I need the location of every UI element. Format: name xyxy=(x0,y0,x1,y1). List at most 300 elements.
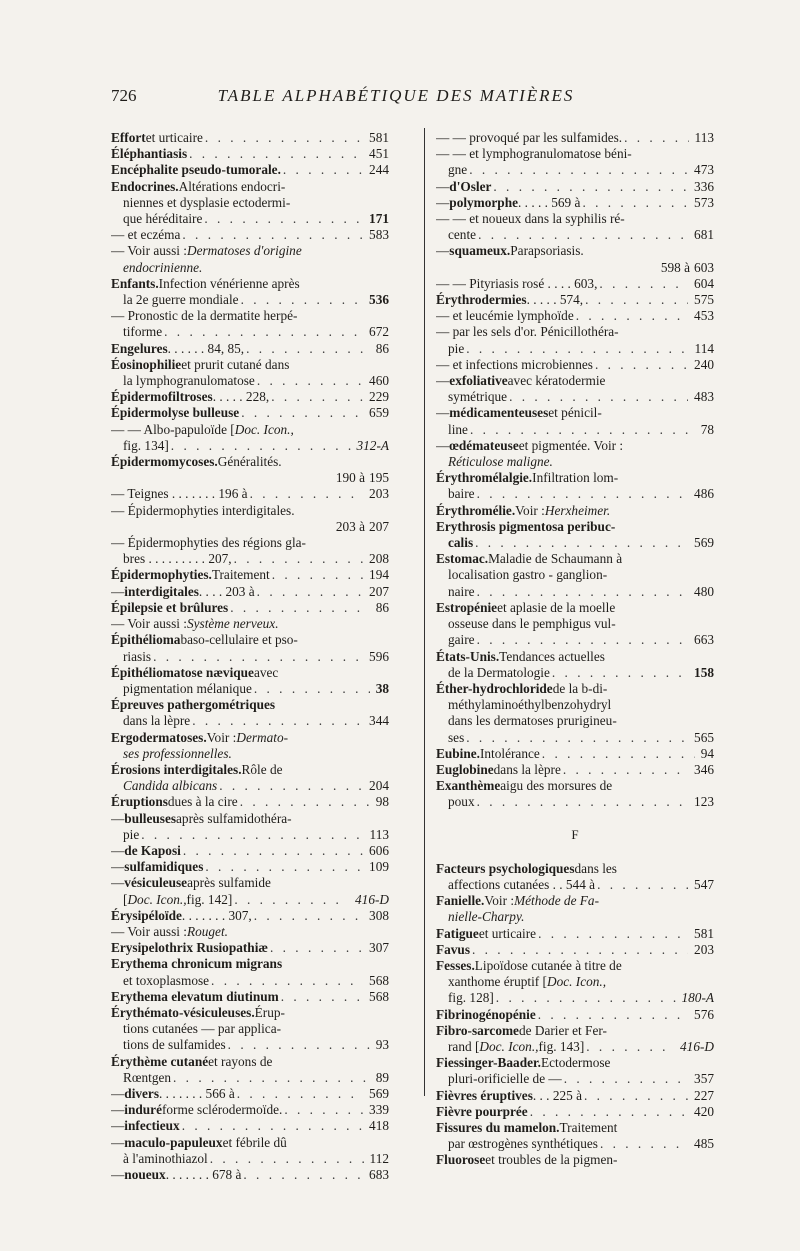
entry-text: — et eczéma xyxy=(111,227,181,243)
page-reference: 683 xyxy=(369,1167,389,1182)
page-reference: 109 xyxy=(369,859,389,875)
page-reference: 416-D xyxy=(355,891,389,907)
entry-line xyxy=(436,162,714,178)
page-reference: 480 xyxy=(694,583,714,599)
entry-text: de la b-di- xyxy=(552,680,608,696)
page-reference: 581 xyxy=(694,925,714,941)
index-entry xyxy=(111,162,389,178)
entry-text: Parapsoriasis. xyxy=(510,243,584,259)
entry-line xyxy=(436,567,714,583)
entry-line xyxy=(436,926,714,942)
index-entry xyxy=(436,470,714,502)
page-reference: 357 xyxy=(694,1071,714,1087)
index-entry xyxy=(111,243,389,275)
entry-term: interdigitales xyxy=(124,583,199,599)
entry-text: — et leucémie lymphoïde xyxy=(436,308,574,324)
entry-text: — xyxy=(436,194,450,210)
dot-leader xyxy=(272,567,363,583)
entry-line xyxy=(111,503,389,519)
entry-text: naire xyxy=(448,583,475,599)
entry-text: Lipoïdose cutanée à titre de xyxy=(474,957,622,973)
entry-italic-text: Méthode de Fa- xyxy=(514,893,599,909)
dot-leader xyxy=(246,341,370,357)
index-column-left xyxy=(111,130,389,1183)
index-entry xyxy=(436,600,714,649)
index-column-right xyxy=(436,130,714,1169)
entry-line xyxy=(111,470,389,486)
entry-line xyxy=(111,130,389,146)
dot-leader xyxy=(281,989,363,1005)
entry-text: [ xyxy=(123,891,128,907)
index-entry xyxy=(111,1102,389,1118)
index-entry xyxy=(111,1135,389,1167)
entry-text: Voir : xyxy=(515,502,545,518)
dot-leader xyxy=(466,341,688,357)
entry-line xyxy=(111,843,389,859)
entry-italic-text: ses professionnelles. xyxy=(123,745,232,761)
dot-leader xyxy=(283,162,363,178)
entry-text: Érup- xyxy=(254,1004,285,1020)
dot-leader xyxy=(584,1088,688,1104)
index-entry xyxy=(436,926,714,942)
entry-term: vésiculeuse xyxy=(124,875,188,891)
entry-text: affections cutanées . . 544 à xyxy=(448,876,596,892)
entry-term: Érythrodermies xyxy=(436,292,527,308)
entry-text: — xyxy=(111,1102,125,1118)
entry-line xyxy=(436,649,714,665)
page-header xyxy=(111,86,681,108)
entry-line xyxy=(111,940,389,956)
index-entry xyxy=(436,1007,714,1023)
entry-line xyxy=(111,179,389,195)
entry-line xyxy=(111,1037,389,1053)
dot-leader xyxy=(477,584,688,600)
entry-term: Épithéliomatose nævique xyxy=(111,664,254,680)
entry-term: Érysipéloïde xyxy=(111,907,182,923)
page-reference: 171 xyxy=(369,211,389,227)
entry-line xyxy=(111,584,389,600)
entry-text: . . . . . . . 307, xyxy=(181,907,252,923)
page-reference: 575 xyxy=(694,292,714,308)
entry-line xyxy=(436,1104,714,1120)
entry-line xyxy=(111,956,389,972)
entry-line xyxy=(111,600,389,616)
entry-text: fig. 143] xyxy=(538,1038,585,1054)
entry-line xyxy=(436,697,714,713)
entry-italic-text: Réticulose maligne. xyxy=(448,454,553,470)
entry-term: Estropénie xyxy=(436,599,498,615)
page-reference: 568 xyxy=(369,972,389,988)
dot-leader xyxy=(210,1151,364,1167)
entry-text: fig. 134] xyxy=(123,437,169,453)
entry-line xyxy=(111,973,389,989)
entry-text: — xyxy=(436,405,450,421)
index-entry xyxy=(111,956,389,988)
page-reference: 583 xyxy=(369,227,389,243)
entry-line xyxy=(111,162,389,178)
entry-text: . . . . . . 84, 85, xyxy=(167,340,245,356)
dot-leader xyxy=(624,130,688,146)
index-entry xyxy=(111,503,389,535)
entry-text: — xyxy=(111,1167,125,1182)
entry-term: d'Osler xyxy=(449,178,492,194)
entry-text: de la Dermatologie xyxy=(448,664,550,680)
entry-line xyxy=(111,875,389,891)
entry-text: aigu des morsures de xyxy=(500,778,613,794)
entry-line xyxy=(111,827,389,843)
entry-text: — et infections microbiennes xyxy=(436,356,593,372)
entry-term: Fièvres éruptives xyxy=(436,1087,533,1103)
dot-leader xyxy=(243,1167,363,1183)
entry-text: dans les dermatoses prurigineu- xyxy=(448,713,617,729)
page-reference: 418 xyxy=(369,1118,389,1134)
entry-line xyxy=(436,746,714,762)
page-reference: 194 xyxy=(369,567,389,583)
index-entry xyxy=(111,130,389,146)
entry-italic-text: endocrinienne. xyxy=(123,259,203,275)
entry-term: Effort xyxy=(111,130,146,145)
dot-leader xyxy=(472,942,688,958)
entry-italic-text: Système nerveux. xyxy=(186,616,279,632)
entry-term: Érythème cutané xyxy=(111,1053,209,1069)
entry-text: — xyxy=(111,1134,125,1150)
entry-line xyxy=(436,861,714,877)
entry-line xyxy=(111,924,389,940)
entry-term: Fièvre pourprée xyxy=(436,1103,528,1119)
index-entry xyxy=(111,1167,389,1183)
entry-line xyxy=(111,341,389,357)
entry-text: rand [ xyxy=(448,1038,480,1054)
dot-leader xyxy=(271,389,363,405)
entry-line xyxy=(436,211,714,227)
entry-line xyxy=(111,762,389,778)
page-reference: 681 xyxy=(694,227,714,243)
entry-italic-text: Doc. Icon., xyxy=(234,421,294,437)
entry-line xyxy=(111,1118,389,1134)
entry-text: Intolérance xyxy=(479,745,540,761)
dot-leader xyxy=(470,422,695,438)
entry-line xyxy=(111,422,389,438)
entry-line xyxy=(436,405,714,421)
entry-text: — — Pityriasis rosé . . . . 603, xyxy=(436,275,598,291)
entry-line xyxy=(436,584,714,600)
page-reference: 346 xyxy=(694,761,714,777)
index-entry xyxy=(111,454,389,486)
entry-line xyxy=(436,681,714,697)
entry-line xyxy=(436,1136,714,1152)
dot-leader xyxy=(254,908,363,924)
entry-text: . . . . . . . 566 à xyxy=(159,1085,235,1101)
dot-leader xyxy=(241,292,363,308)
index-entry xyxy=(436,861,714,893)
entry-text: — xyxy=(111,842,125,858)
entry-line xyxy=(436,260,714,276)
page-reference: 451 xyxy=(369,146,389,162)
entry-line xyxy=(436,243,714,259)
entry-text: Traitement xyxy=(211,567,270,583)
entry-term: Erysipelothrix Rusiopathiæ xyxy=(111,940,268,956)
entry-term: médicamenteuses xyxy=(449,405,549,421)
dot-leader xyxy=(237,1086,363,1102)
entry-text: Voir : xyxy=(206,729,237,745)
dot-leader xyxy=(284,1102,363,1118)
entry-term: Erythrosis pigmentosa peribuc- xyxy=(436,518,616,534)
entry-term: Épreuves pathergométriques xyxy=(111,697,276,713)
entry-line xyxy=(111,746,389,762)
entry-text: . . . . 203 à xyxy=(198,583,255,599)
page-reference: 195 xyxy=(369,470,389,486)
entry-text: Altérations endocri- xyxy=(178,178,286,194)
entry-line xyxy=(111,486,389,502)
entry-text: Tendances actuelles xyxy=(499,648,605,664)
page-reference: 86 xyxy=(375,340,389,356)
entry-text: la lymphogranulomatose xyxy=(123,373,255,389)
page-reference: 576 xyxy=(694,1006,714,1022)
entry-term: Favus xyxy=(436,941,470,957)
entry-term: Fibro-sarcome xyxy=(436,1022,519,1038)
entry-line xyxy=(436,713,714,729)
entry-line xyxy=(111,892,389,908)
entry-line xyxy=(111,908,389,924)
entry-term: Fesses. xyxy=(436,957,475,973)
entry-text: — — Albo-papuloïde [ xyxy=(111,421,235,437)
entry-line xyxy=(111,1005,389,1021)
dot-leader xyxy=(205,859,363,875)
entry-text: pie xyxy=(123,826,140,842)
page-reference: 604 xyxy=(694,275,714,291)
entry-term: Encéphalite pseudo-tumorale. xyxy=(111,162,281,178)
entry-line xyxy=(111,794,389,810)
page-reference: 659 xyxy=(369,405,389,421)
entry-text: fig. 128] xyxy=(448,990,494,1006)
dot-leader xyxy=(189,146,363,162)
entry-text: et pénicil- xyxy=(548,405,602,421)
entry-text: Voir : xyxy=(484,893,515,909)
entry-term: de Kaposi xyxy=(124,842,181,858)
entry-term: Fiessinger-Baader. xyxy=(436,1055,542,1071)
entry-text: — Teignes . . . . . . . 196 à xyxy=(111,486,248,502)
entry-text: après sulfamide xyxy=(187,875,271,891)
index-entry xyxy=(111,422,389,454)
entry-text: méthylaminoéthylbenzohydryl xyxy=(448,697,612,713)
dot-leader xyxy=(270,940,363,956)
entry-line xyxy=(436,470,714,486)
index-entry xyxy=(436,778,714,810)
dot-leader xyxy=(564,1071,688,1087)
entry-text: niennes et dysplasie ectodermi- xyxy=(123,194,291,210)
page-number: 726 xyxy=(111,86,137,105)
entry-line xyxy=(111,1086,389,1102)
entry-text: Rœntgen xyxy=(123,1069,172,1085)
page-reference: 123 xyxy=(694,794,714,810)
entry-text: . . . . . . . 678 à xyxy=(165,1167,242,1182)
entry-line xyxy=(111,649,389,665)
entry-term: Épilepsie et brûlures xyxy=(111,599,229,615)
entry-text: . . . . . 228, xyxy=(212,389,270,405)
page-reference: 207 xyxy=(369,583,389,599)
page-reference: 573 xyxy=(694,194,714,210)
entry-text: dues à la cire xyxy=(167,794,238,810)
dot-leader xyxy=(173,1070,370,1086)
dot-leader xyxy=(234,892,349,908)
page-reference: 308 xyxy=(369,907,389,923)
entry-line xyxy=(111,616,389,632)
entry-line xyxy=(111,211,389,227)
entry-text: après sulfamidothéra- xyxy=(176,810,292,826)
index-entry xyxy=(111,859,389,875)
entry-line xyxy=(111,373,389,389)
entry-term: Endocrines. xyxy=(111,178,179,194)
entry-text: Infiltration lom- xyxy=(532,470,619,486)
entry-term: induré xyxy=(124,1102,162,1118)
entry-text: — xyxy=(111,1085,125,1101)
entry-line xyxy=(111,519,389,535)
entry-line xyxy=(111,1021,389,1037)
entry-term: Éosinophilie xyxy=(111,356,182,372)
entry-text: . . . . . 569 à xyxy=(518,194,581,210)
dot-leader xyxy=(469,162,688,178)
entry-text: — xyxy=(436,243,450,259)
index-entry xyxy=(111,730,389,762)
entry-text: gne xyxy=(448,162,468,178)
dot-leader xyxy=(205,130,363,146)
index-entry xyxy=(436,146,714,178)
entry-text: localisation gastro - ganglion- xyxy=(448,567,608,583)
entry-term: Ergodermatoses. xyxy=(111,729,207,745)
entry-line xyxy=(111,859,389,875)
entry-text: ses xyxy=(448,729,465,745)
index-entry xyxy=(111,1118,389,1134)
entry-line xyxy=(436,535,714,551)
entry-line xyxy=(436,1120,714,1136)
entry-text: — Voir aussi : xyxy=(111,923,187,939)
entry-line xyxy=(436,341,714,357)
entry-term: infectieux xyxy=(124,1118,180,1134)
index-entry xyxy=(111,1005,389,1054)
page-reference: 483 xyxy=(694,389,714,405)
entry-text: — xyxy=(111,583,125,599)
entry-term: maculo-papuleux xyxy=(124,1134,223,1150)
entry-text: et urticaire xyxy=(478,925,537,941)
entry-italic-text: Dermatoses d'origine xyxy=(186,243,302,259)
entry-line xyxy=(436,324,714,340)
entry-italic-text: Herxheimer. xyxy=(544,502,611,518)
dot-leader xyxy=(538,926,688,942)
index-entry xyxy=(111,811,389,843)
entry-term: Fluorose xyxy=(436,1152,486,1168)
entry-text: 190 à xyxy=(335,470,366,486)
entry-term: divers xyxy=(124,1085,160,1101)
dot-leader xyxy=(182,1118,363,1134)
dot-leader xyxy=(250,486,363,502)
entry-italic-text: Rouget. xyxy=(186,923,228,939)
index-entry xyxy=(111,1086,389,1102)
page-reference: 89 xyxy=(375,1069,389,1085)
index-entry xyxy=(436,211,714,243)
entry-line xyxy=(436,227,714,243)
entry-text: 598 à xyxy=(660,259,691,275)
entry-line xyxy=(436,357,714,373)
entry-line xyxy=(111,389,389,405)
index-entry xyxy=(436,357,714,373)
entry-line xyxy=(111,567,389,583)
page-reference: 453 xyxy=(694,308,714,324)
entry-line xyxy=(111,292,389,308)
entry-term: États-Unis. xyxy=(436,648,500,664)
dot-leader xyxy=(585,292,688,308)
page-reference: 94 xyxy=(700,745,714,761)
entry-text: et toxoplasmose xyxy=(123,972,210,988)
page-reference: 207 xyxy=(369,518,389,534)
dot-leader xyxy=(192,713,363,729)
page-reference: 208 xyxy=(369,551,389,567)
entry-line xyxy=(111,1070,389,1086)
index-entry xyxy=(111,405,389,421)
index-entry xyxy=(111,794,389,810)
index-entry xyxy=(111,486,389,502)
page-reference: 569 xyxy=(369,1085,389,1101)
index-entry xyxy=(436,649,714,681)
entry-text: osseuse dans le pemphigus vul- xyxy=(448,616,616,632)
index-entry xyxy=(111,665,389,697)
entry-term: bulleuses xyxy=(124,810,177,826)
entry-text: — — et lymphogranulomatose béni- xyxy=(436,146,632,162)
index-entry xyxy=(111,179,389,228)
index-entry xyxy=(436,1088,714,1104)
page-reference: 568 xyxy=(369,988,389,1004)
dot-leader xyxy=(576,308,688,324)
entry-text: dans la lèpre xyxy=(123,713,191,729)
entry-line xyxy=(436,1152,714,1168)
entry-line xyxy=(436,486,714,502)
entry-text: — xyxy=(111,859,125,875)
column-divider xyxy=(424,128,425,1096)
dot-leader xyxy=(171,438,351,454)
index-entry xyxy=(111,908,389,924)
dot-leader xyxy=(582,195,688,211)
entry-term: Érythémato-vésiculeuses. xyxy=(111,1004,255,1020)
entry-line xyxy=(111,243,389,259)
index-entry xyxy=(111,227,389,243)
dot-leader xyxy=(230,600,369,616)
dot-leader xyxy=(599,276,688,292)
entry-text: — — provoqué par les sulfamides. xyxy=(436,130,623,145)
entry-text: Rôle de xyxy=(241,761,283,777)
page-reference: 460 xyxy=(369,373,389,389)
entry-italic-text: Candida albicans xyxy=(123,778,218,794)
page-reference: 307 xyxy=(369,940,389,956)
index-entry xyxy=(436,551,714,600)
entry-text: et aplasie de la moelle xyxy=(497,599,616,615)
entry-line xyxy=(111,227,389,243)
dot-leader xyxy=(600,1136,688,1152)
entry-line xyxy=(436,1039,714,1055)
page-reference: 113 xyxy=(694,130,714,145)
entry-text: — xyxy=(111,810,125,826)
entry-line xyxy=(436,616,714,632)
entry-line xyxy=(436,1088,714,1104)
entry-line xyxy=(111,551,389,567)
dot-leader xyxy=(254,681,370,697)
entry-text: line xyxy=(448,421,468,437)
entry-line xyxy=(436,179,714,195)
page-reference: 240 xyxy=(694,356,714,372)
entry-line xyxy=(436,1055,714,1071)
page-reference: 244 xyxy=(369,162,389,178)
index-entry xyxy=(111,146,389,162)
index-entry xyxy=(436,405,714,437)
entry-text: — Épidermophyties interdigitales. xyxy=(111,502,295,518)
